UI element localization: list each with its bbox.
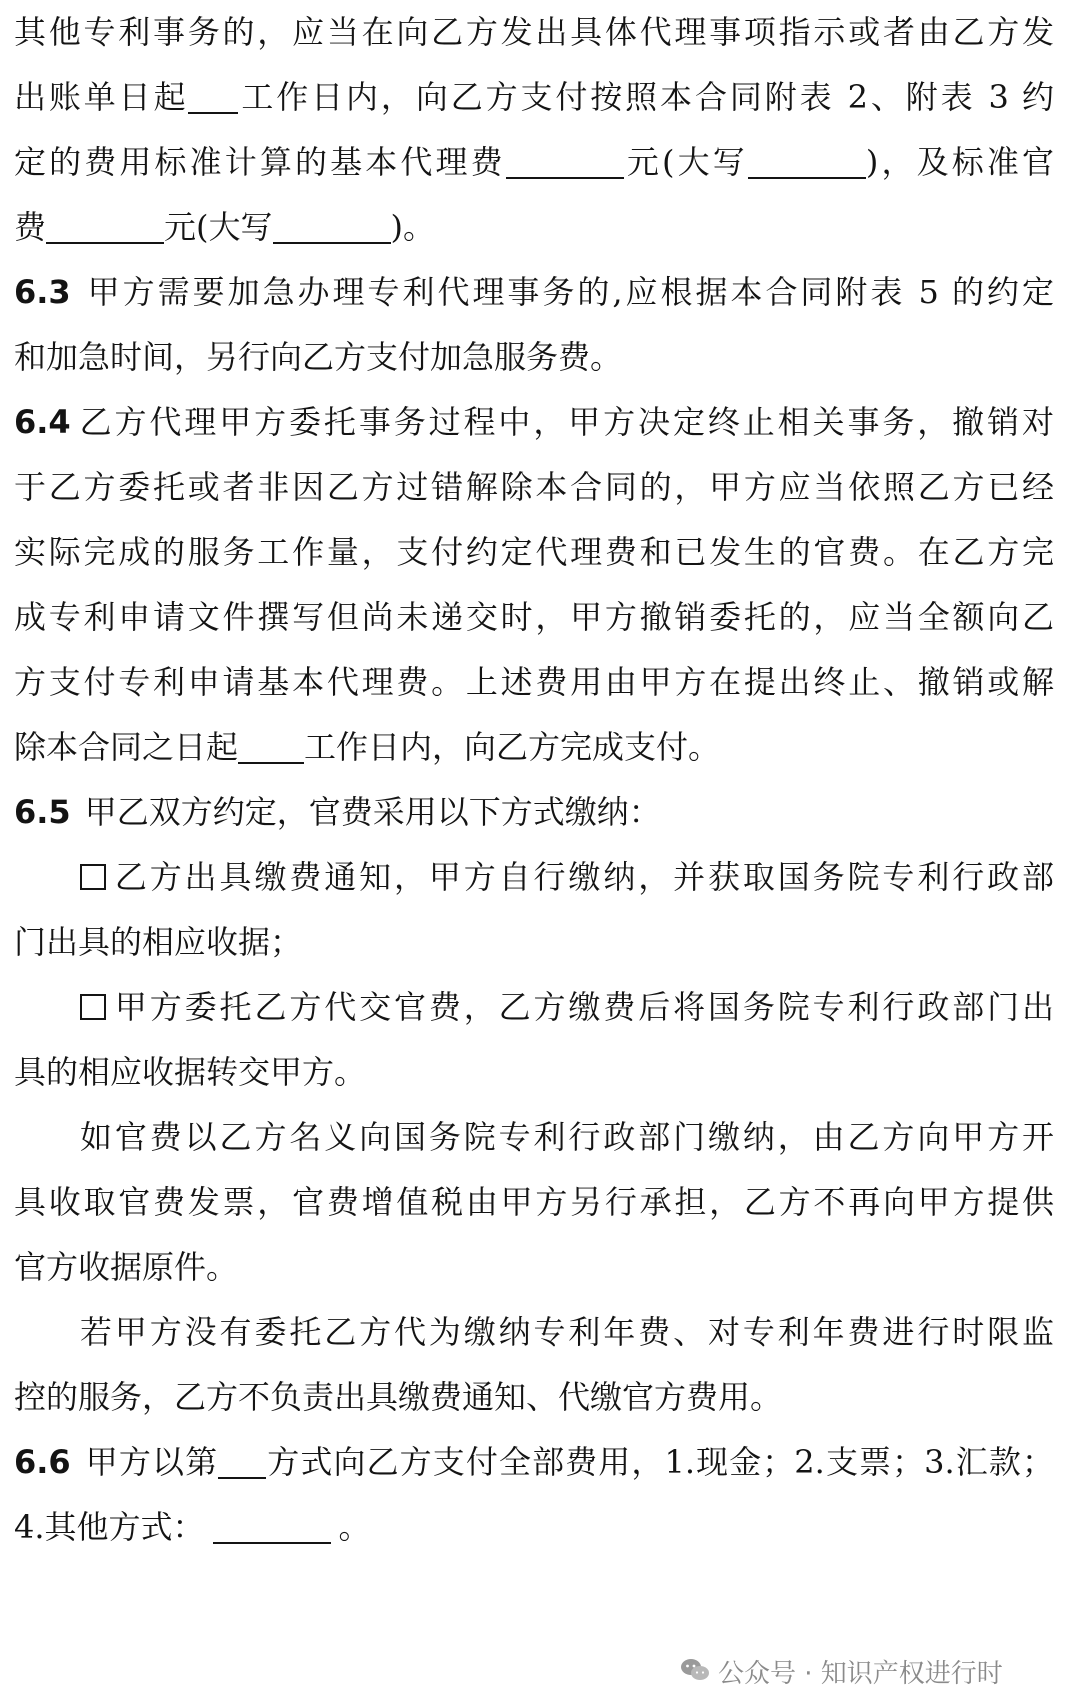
watermark-text: 公众号 · 知识产权进行时 <box>718 1659 1003 1689</box>
text-line: 具的相应收据转交甲方。 <box>14 1053 367 1091</box>
watermark <box>680 1648 1003 1700</box>
fill-blank <box>46 208 164 244</box>
text-line: 出账单日起 工作日内，向乙方支付按照本合同附表 2、附表 3 约 <box>14 78 1054 116</box>
text-line: 定的费用标准计算的基本代理费 元(大写 )，及标准官 <box>14 143 1054 181</box>
text-line: 若甲方没有委托乙方代为缴纳专利年费、对专利年费进行时限监 <box>80 1313 1054 1351</box>
text-line: 成专利申请文件撰写但尚未递交时，甲方撤销委托的，应当全额向乙 <box>14 598 1054 636</box>
fill-blank <box>238 728 304 764</box>
text-line: 和加急时间，另行向乙方支付加急服务费。 <box>14 338 623 376</box>
text-line: 方支付专利申请基本代理费。上述费用由甲方在提出终止、撤销或解 <box>14 663 1054 701</box>
text-line: 于乙方委托或者非因乙方过错解除本合同的，甲方应当依照乙方已经 <box>14 468 1054 506</box>
text-line: 控的服务，乙方不负责出具缴费通知、代缴官方费用。 <box>14 1378 783 1416</box>
wechat-icon <box>680 1649 710 1701</box>
fill-blank <box>506 143 624 179</box>
fill-blank <box>218 1443 266 1479</box>
text-line: 如官费以乙方名义向国务院专利行政部门缴纳，由乙方向甲方开 <box>80 1118 1054 1156</box>
section-6-6: 6.6 甲方以第 方式向乙方支付全部费用，1.现金；2.支票；3.汇款； <box>14 1443 1054 1481</box>
option-line: 乙方出具缴费通知，甲方自行缴纳，并获取国务院专利行政部 <box>80 851 1054 903</box>
fill-blank <box>188 78 238 114</box>
fill-blank <box>748 143 866 179</box>
checkbox[interactable] <box>80 864 106 890</box>
section-6-4: 6.4 乙方代理甲方委托事务过程中，甲方决定终止相关事务，撤销对 <box>14 403 1054 441</box>
text-line: 实际完成的服务工作量，支付约定代理费和已发生的官费。在乙方完 <box>14 533 1054 571</box>
fill-blank <box>213 1508 331 1544</box>
text-line: 门出具的相应收据； <box>14 923 303 961</box>
text-line: 费 元(大写 )。 <box>14 208 436 246</box>
section-number: 6.4 <box>14 403 71 441</box>
checkbox[interactable] <box>80 994 106 1020</box>
text-line: 具收取官费发票，官费增值税由甲方另行承担，乙方不再向甲方提供 <box>14 1183 1054 1221</box>
text-line: 官方收据原件。 <box>14 1248 239 1286</box>
section-number: 6.6 <box>14 1443 71 1481</box>
text-line: 4.其他方式： 。 <box>14 1508 371 1546</box>
text-line: 除本合同之日起 工作日内，向乙方完成支付。 <box>14 728 721 766</box>
section-6-5: 6.5 甲乙双方约定，官费采用以下方式缴纳： <box>14 793 661 831</box>
section-number: 6.5 <box>14 793 71 831</box>
section-6-3: 6.3 甲方需要加急办理专利代理事务的,应根据本合同附表 5 的约定 <box>14 273 1054 311</box>
text-line: 其他专利事务的，应当在向乙方发出具体代理事项指示或者由乙方发 <box>14 13 1054 51</box>
fill-blank <box>273 208 391 244</box>
section-number: 6.3 <box>14 273 71 311</box>
option-line: 甲方委托乙方代交官费，乙方缴费后将国务院专利行政部门出 <box>80 981 1054 1033</box>
